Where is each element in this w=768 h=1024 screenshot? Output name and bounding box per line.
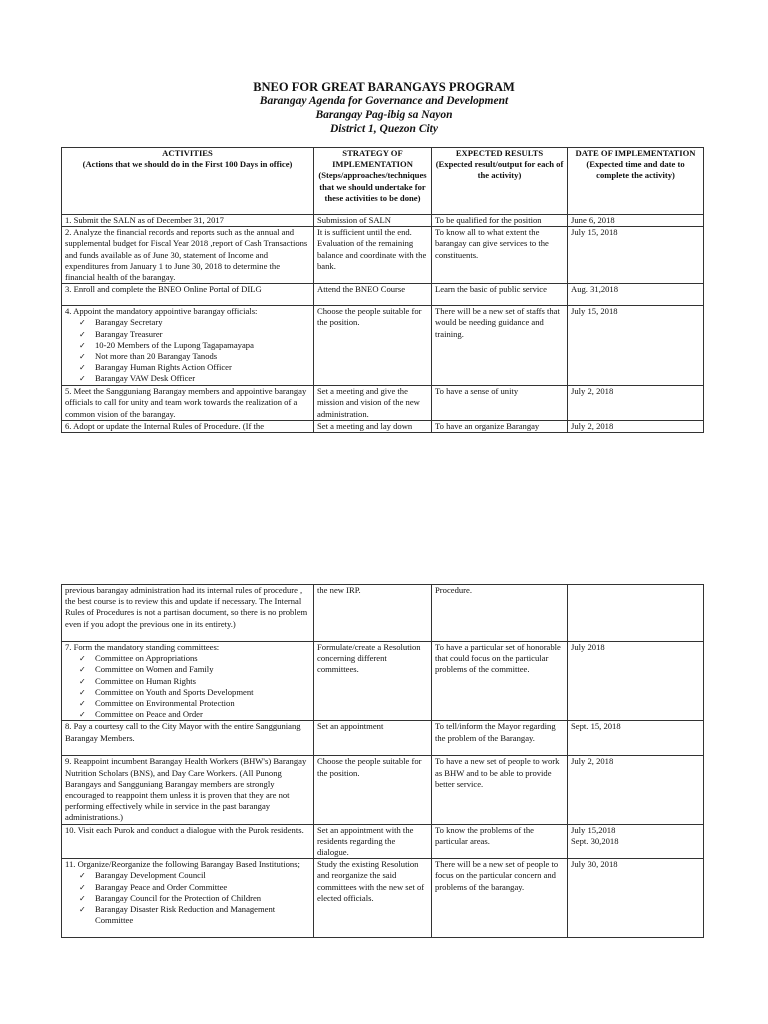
strategy-cell: Choose the people suitable for the position.: [314, 306, 432, 386]
date-cell: July 15,2018 Sept. 30,2018: [568, 824, 704, 859]
strategy-cell: Submission of SALN: [314, 215, 432, 227]
result-cell: To have a new set of people to work as BHW and to be able to provide better service.: [432, 756, 568, 824]
result-cell: To have a sense of unity: [432, 386, 568, 421]
header-activities: ACTIVITIES (Actions that we should do in the First 100 Days in office): [62, 148, 314, 215]
activity-cell: 11. Organize/Reorganize the following Barangay Based Institutions; ✓ Barangay Development Council ✓ Barangay Peace and Order Committee ✓ Barangay Council for the Protection of Children ✓ Barangay Disaster Risk Reduction and Management Committee: [62, 859, 314, 938]
activity-cell: 7. Form the mandatory standing committees: ✓ Committee on Appropriations ✓ Committee on Women and Family ✓ Committee on Human Rights ✓ Committee on Youth and Sports Development ✓ Committee on Environmental Protection ✓ Committee on Peace and Order: [62, 642, 314, 721]
date-cell: July 15, 2018: [568, 227, 704, 284]
program-title: BNEO FOR GREAT BARANGAYS PROGRAM: [253, 80, 515, 94]
result-cell: To know all to what extent the barangay can give services to the constituents.: [432, 227, 568, 284]
checkmark-icon: ✓: [79, 329, 86, 339]
strategy-cell: Formulate/create a Resolution concerning different committees.: [314, 642, 432, 721]
activity-cell: previous barangay administration had its internal rules of procedure , the best course is to review this and update if necessary. The Internal Rules of Procedures is not a partisan document, so there is no problem even if you adopt the previous one in its entirety.): [62, 585, 314, 642]
table-row: [62, 284, 704, 306]
checkmark-icon: ✓: [79, 654, 86, 664]
table-row: [62, 215, 704, 227]
agenda-table-page2: [61, 584, 704, 938]
list-item: ✓ Committee on Youth and Sports Development: [79, 686, 254, 697]
strategy-cell: Set an appointment with the residents regarding the dialogue.: [314, 824, 432, 859]
checkmark-icon: ✓: [79, 699, 86, 709]
activity-cell: 9. Reappoint incumbent Barangay Health Workers (BHW's) Barangay Nutrition Scholars (BNS), and Day Care Workers. (All Punong Barangays and Sangguniang Barangay members are strongly encouraged to reappoint them unless it is proven that they are not performing effectively while in service in the past barangay administrations.): [62, 756, 314, 824]
strategy-cell: Choose the people suitable for the position.: [314, 756, 432, 824]
district-name: District 1, Quezon City: [330, 123, 438, 135]
header-strategy: STRATEGY OF IMPLEMENTATION (Steps/approaches/techniques that we should undertake for these activities to be done): [314, 148, 432, 215]
table-row: [62, 859, 704, 938]
officials-list: [65, 317, 310, 384]
agenda-table-page1: [61, 147, 704, 433]
date-cell: July 2018: [568, 642, 704, 721]
result-cell: To have a particular set of honorable that could focus on the particular problems of the committee.: [432, 642, 568, 721]
activity-cell: 10. Visit each Purok and conduct a dialogue with the Purok residents.: [62, 824, 314, 859]
institutions-list: [65, 870, 310, 926]
result-cell: To be qualified for the position: [432, 215, 568, 227]
table-header-row: [62, 148, 704, 215]
list-item: ✓ Barangay Peace and Order Committee: [79, 881, 228, 892]
table-row: [62, 420, 704, 432]
result-cell: To know the problems of the particular areas.: [432, 824, 568, 859]
table-row: [62, 585, 704, 642]
list-item: ✓ Barangay Council for the Protection of Children: [79, 892, 262, 903]
list-item: ✓ Committee on Women and Family: [79, 664, 214, 675]
checkmark-icon: ✓: [79, 318, 86, 328]
checkmark-icon: ✓: [79, 905, 86, 915]
result-cell: There will be a new set of staffs that would be needing guidance and training.: [432, 306, 568, 386]
checkmark-icon: ✓: [79, 687, 86, 697]
checkmark-icon: ✓: [79, 374, 86, 384]
list-item: ✓ Barangay VAW Desk Officer: [79, 373, 196, 384]
date-cell: Aug. 31,2018: [568, 284, 704, 306]
result-cell: To have an organize Barangay: [432, 420, 568, 432]
table-row: [62, 227, 704, 284]
list-item: ✓ Barangay Development Council: [79, 870, 206, 881]
checkmark-icon: ✓: [79, 363, 86, 373]
strategy-cell: the new IRP.: [314, 585, 432, 642]
result-cell: Learn the basic of public service: [432, 284, 568, 306]
list-item: ✓ Committee on Environmental Protection: [79, 698, 235, 709]
list-item: ✓ Barangay Secretary: [79, 317, 163, 328]
checkmark-icon: ✓: [79, 710, 86, 720]
activity-cell: 5. Meet the Sangguniang Barangay members and appointive barangay officials to call for unity and team work towards the realization of a common vision of the barangay.: [62, 386, 314, 421]
table-row: [62, 756, 704, 824]
list-item: ✓ Committee on Peace and Order: [79, 709, 203, 720]
checkmark-icon: ✓: [79, 871, 86, 881]
result-cell: Procedure.: [432, 585, 568, 642]
agenda-subtitle: Barangay Agenda for Governance and Development: [259, 95, 509, 107]
list-item: ✓ Not more than 20 Barangay Tanods: [79, 351, 218, 362]
date-cell: June 6, 2018: [568, 215, 704, 227]
date-cell: Sept. 15, 2018: [568, 721, 704, 756]
checkmark-icon: ✓: [79, 893, 86, 903]
table-row: [62, 824, 704, 859]
activity-cell: 6. Adopt or update the Internal Rules of Procedure. (If the: [62, 420, 314, 432]
table-row: [62, 721, 704, 756]
barangay-name: Barangay Pag-ibig sa Nayon: [315, 109, 453, 121]
header-results: EXPECTED RESULTS (Expected result/output for each of the activity): [432, 148, 568, 215]
list-item: ✓ Barangay Treasurer: [79, 328, 163, 339]
strategy-cell: Attend the BNEO Course: [314, 284, 432, 306]
date-cell: July 2, 2018: [568, 756, 704, 824]
strategy-cell: Set an appointment: [314, 721, 432, 756]
table-row: [62, 386, 704, 421]
table-row: [62, 642, 704, 721]
date-cell: [568, 585, 704, 642]
checkmark-icon: ✓: [79, 665, 86, 675]
date-cell: July 2, 2018: [568, 386, 704, 421]
activity-cell: 1. Submit the SALN as of December 31, 2017: [62, 215, 314, 227]
date-cell: July 2, 2018: [568, 420, 704, 432]
table-row: [62, 306, 704, 386]
activity-cell: 4. Appoint the mandatory appointive barangay officials: ✓ Barangay Secretary ✓ Barangay Treasurer ✓ 10-20 Members of the Lupong Tagapamayapa ✓ Not more than 20 Barangay Tanods ✓ Barangay Human Rights Action Officer ✓ Barangay VAW Desk Officer: [62, 306, 314, 386]
list-item: ✓ Committee on Appropriations: [79, 653, 198, 664]
document-header: [0, 80, 768, 136]
activity-cell: 3. Enroll and complete the BNEO Online Portal of DILG: [62, 284, 314, 306]
strategy-cell: Study the existing Resolution and reorganize the said committees with the new set of elected officials.: [314, 859, 432, 938]
result-cell: There will be a new set of people to focus on the particular concern and problems of the barangay.: [432, 859, 568, 938]
activity-cell: 2. Analyze the financial records and reports such as the annual and supplemental budget for Fiscal Year 2018 ,report of Cash Transactions and funds available as of June 30, statement of Income and expenditures from January 1 to June 30, 2018 to determine the financial health of the barangay.: [62, 227, 314, 284]
activity-cell: 8. Pay a courtesy call to the City Mayor with the entire Sangguniang Barangay Members.: [62, 721, 314, 756]
strategy-cell: Set a meeting and lay down: [314, 420, 432, 432]
list-item: ✓ Barangay Human Rights Action Officer: [79, 362, 232, 373]
strategy-cell: It is sufficient until the end. Evaluation of the remaining balance and coordinate with the bank.: [314, 227, 432, 284]
list-item: ✓ Committee on Human Rights: [79, 675, 196, 686]
committees-list: [65, 653, 310, 720]
checkmark-icon: ✓: [79, 676, 86, 686]
list-item: ✓ Barangay Disaster Risk Reduction and Management Committee: [79, 904, 276, 926]
checkmark-icon: ✓: [79, 340, 86, 350]
result-cell: To tell/inform the Mayor regarding the problem of the Barangay.: [432, 721, 568, 756]
header-date: DATE OF IMPLEMENTATION (Expected time and date to complete the activity): [568, 148, 704, 215]
date-cell: July 30, 2018: [568, 859, 704, 938]
checkmark-icon: ✓: [79, 882, 86, 892]
date-cell: July 15, 2018: [568, 306, 704, 386]
checkmark-icon: ✓: [79, 352, 86, 362]
list-item: ✓ 10-20 Members of the Lupong Tagapamayapa: [79, 339, 254, 350]
strategy-cell: Set a meeting and give the mission and vision of the new administration.: [314, 386, 432, 421]
